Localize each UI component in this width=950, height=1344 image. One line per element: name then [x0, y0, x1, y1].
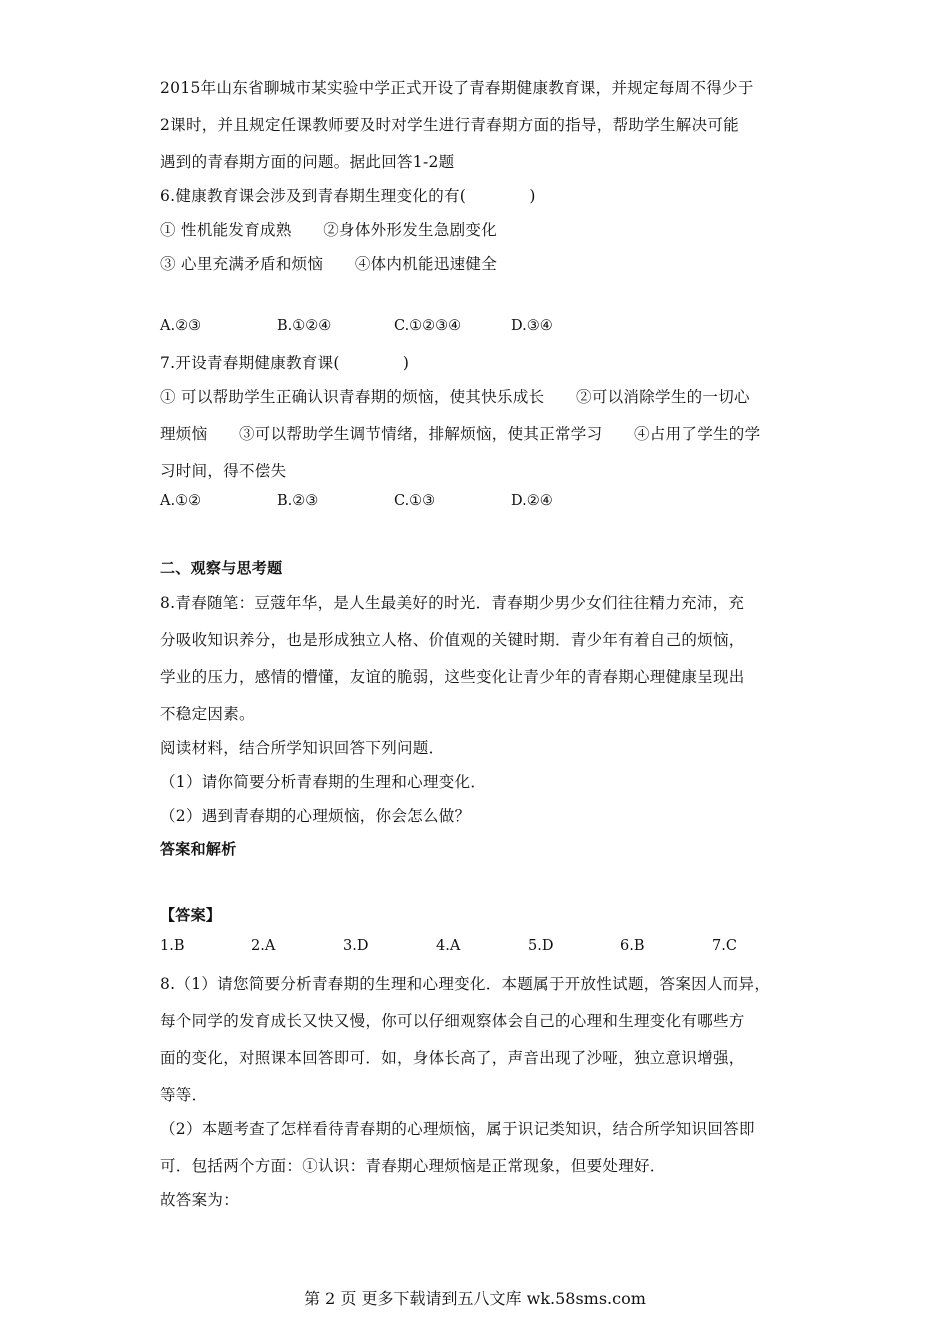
- q8-line-5: 阅读材料，结合所学知识回答下列问题．: [160, 739, 445, 757]
- answer-line-1: 8.（1）请您简要分析青春期的生理和心理变化．本题属于开放性试题，答案因人而异，: [160, 975, 771, 993]
- answer-line-6: 可．包括两个方面：①认识：青春期心理烦恼是正常现象，但要处理好．: [160, 1157, 666, 1175]
- q7-option-b: B.②③: [277, 493, 319, 509]
- answer-key-6: 6.B: [620, 938, 645, 954]
- section-title: 二、观察与思考题: [160, 559, 283, 577]
- q6-option-b: B.①②④: [277, 318, 332, 334]
- answer-line-5: （2）本题考查了怎样看待青春期的心理烦恼，属于识记类知识，结合所学知识回答即: [160, 1120, 755, 1138]
- intro-line-3: 遇到的青春期方面的问题。据此回答1-2题: [160, 153, 455, 171]
- q8-line-4: 不稳定因素。: [160, 705, 255, 723]
- answers-heading: 答案和解析: [160, 840, 237, 858]
- answer-line-7: 故答案为：: [160, 1191, 240, 1209]
- answers-label: 【答案】: [160, 906, 222, 924]
- page-footer: 第 2 页 更多下载请到五八文库 wk.58sms.com: [304, 1289, 646, 1308]
- q6-stem: 6.健康教育课会涉及到青春期生理变化的有( ): [160, 187, 536, 205]
- answer-key-5: 5.D: [528, 938, 554, 954]
- q8-line-2: 分吸收知识养分，也是形成独立人格、价值观的关键时期．青少年有着自己的烦恼，: [160, 631, 745, 649]
- q7-line-1: ① 可以帮助学生正确认识青春期的烦恼，使其快乐成长 ②可以消除学生的一切心: [160, 388, 750, 406]
- q8-line-3: 学业的压力，感情的懵懂，友谊的脆弱，这些变化让青少年的青春期心理健康呈现出: [160, 668, 745, 686]
- q8-sub-2: （2）遇到青春期的心理烦恼，你会怎么做？: [160, 807, 471, 825]
- answer-key-7: 7.C: [712, 938, 737, 954]
- q7-option-c: C.①③: [394, 493, 436, 509]
- q7-line-3: 习时间，得不偿失: [160, 462, 287, 480]
- q7-line-2: 理烦恼 ③可以帮助学生调节情绪，排解烦恼，使其正常学习 ④占用了学生的学: [160, 425, 761, 443]
- answer-key-2: 2.A: [251, 938, 276, 954]
- q8-sub-1: （1）请你简要分析青春期的生理和心理变化．: [160, 773, 487, 791]
- q8-line-1: 8.青春随笔：豆蔻年华，是人生最美好的时光．青春期少男少女们往往精力充沛，充: [160, 594, 745, 612]
- intro-line-1: 2015年山东省聊城市某实验中学正式开设了青春期健康教育课，并规定每周不得少于: [160, 79, 754, 97]
- answer-key-3: 3.D: [343, 938, 369, 954]
- q7-option-a: A.①②: [160, 493, 202, 509]
- answer-key-4: 4.A: [436, 938, 461, 954]
- q6-option-a: A.②③: [160, 318, 202, 334]
- q7-stem: 7.开设青春期健康教育课( ): [160, 354, 410, 372]
- q7-option-d: D.②④: [511, 493, 553, 509]
- q6-line-2: ③ 心里充满矛盾和烦恼 ④体内机能迅速健全: [160, 255, 498, 273]
- q6-option-d: D.③④: [511, 318, 553, 334]
- answer-line-4: 等等．: [160, 1086, 208, 1104]
- q6-line-1: ① 性机能发育成熟 ②身体外形发生急剧变化: [160, 221, 498, 239]
- answer-line-2: 每个同学的发育成长又快又慢，你可以仔细观察体会自己的心理和生理变化有哪些方: [160, 1012, 745, 1030]
- intro-line-2: 2课时，并且规定任课教师要及时对学生进行青春期方面的指导，帮助学生解决可能: [160, 116, 739, 134]
- q6-option-c: C.①②③④: [394, 318, 462, 334]
- answer-key-1: 1.B: [160, 938, 185, 954]
- answer-line-3: 面的变化，对照课本回答即可．如，身体长高了，声音出现了沙哑，独立意识增强，: [160, 1049, 745, 1067]
